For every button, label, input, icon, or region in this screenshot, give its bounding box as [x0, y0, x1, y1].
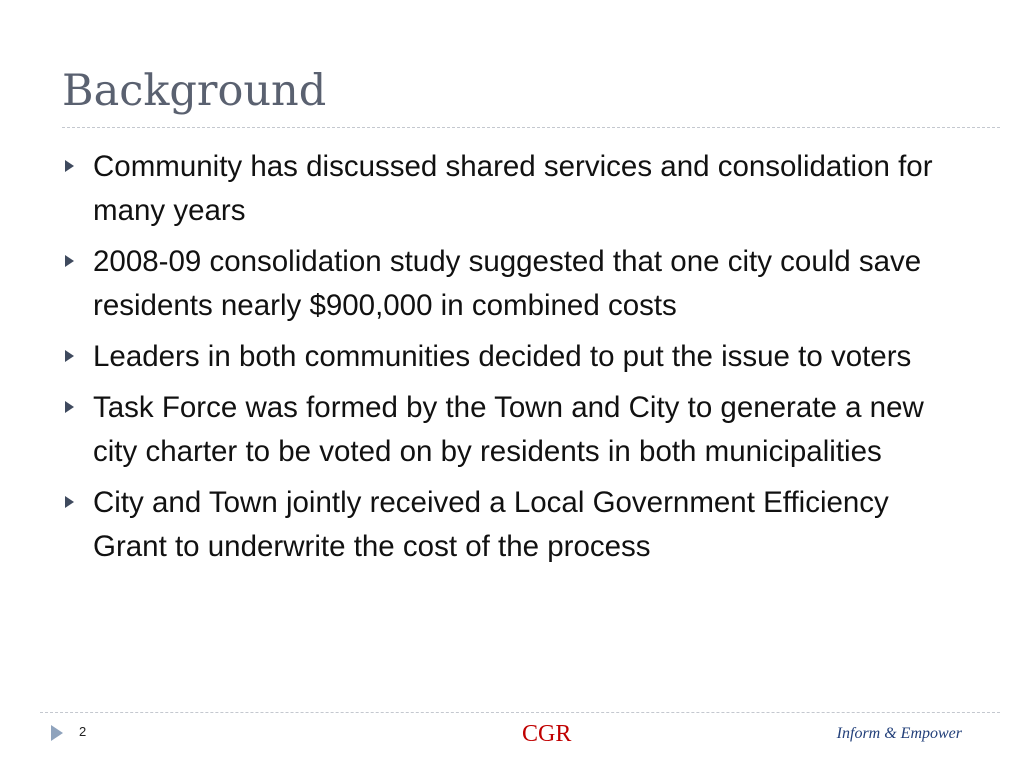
triangle-right-icon — [65, 160, 74, 172]
bullet-text: Community has discussed shared services and consolidation for many years — [93, 150, 933, 227]
brand-tagline: Inform & Empower — [836, 725, 962, 742]
bullet-text: Task Force was formed by the Town and City to generate a new city charter to be voted on by residents in both municipalities — [93, 391, 924, 468]
footer-triangle-icon — [51, 725, 63, 741]
brand-logo: CGR — [522, 721, 572, 747]
triangle-right-icon — [65, 496, 74, 508]
bullet-list — [62, 145, 962, 576]
title-divider — [62, 127, 1000, 128]
page-number: 2 — [79, 724, 87, 739]
triangle-right-icon — [65, 255, 74, 267]
bullet-text: City and Town jointly received a Local Government Efficiency Grant to underwrite the cost of the process — [93, 486, 889, 563]
bullet-item — [62, 481, 962, 569]
footer-divider — [40, 712, 1000, 713]
triangle-right-icon — [65, 401, 74, 413]
triangle-right-icon — [65, 350, 74, 362]
bullet-item — [62, 335, 962, 379]
bullet-item — [62, 386, 962, 474]
slide-title: Background — [62, 66, 327, 116]
bullet-item — [62, 240, 962, 328]
bullet-item — [62, 145, 962, 233]
bullet-text: Leaders in both communities decided to put the issue to voters — [93, 340, 912, 373]
bullet-text: 2008-09 consolidation study suggested that one city could save residents nearly $900,000 in combined costs — [93, 245, 922, 322]
